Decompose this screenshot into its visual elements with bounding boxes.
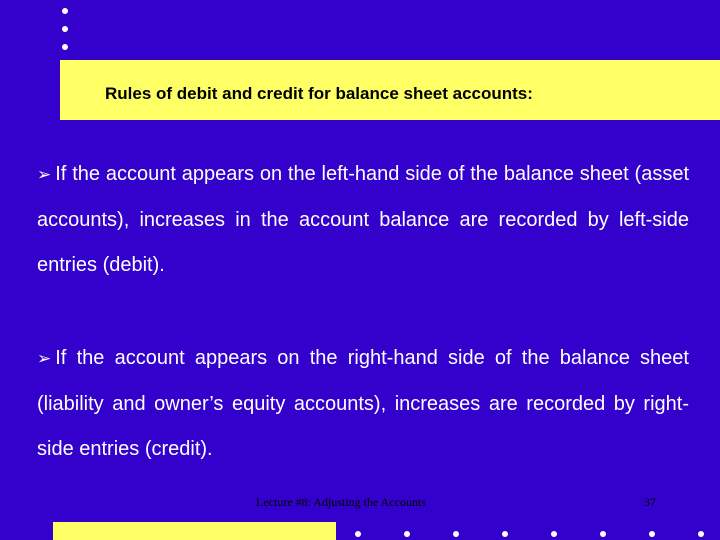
page-number: 37 <box>644 495 656 509</box>
decorative-dot <box>502 531 508 537</box>
bullet-text: If the account appears on the left-hand side of the balance sheet (asset accounts), increases in the account balance are recorded by left-side entries (debit). <box>37 163 689 276</box>
arrow-bullet-icon: ➢ <box>37 349 52 369</box>
arrow-bullet-icon: ➢ <box>37 165 52 185</box>
bullet-text: If the account appears on the right-hand side of the balance sheet (liability and owner’s equity accounts), increases are recorded by right-side entries (credit). <box>37 347 689 460</box>
decorative-dot <box>649 531 655 537</box>
decorative-dot <box>62 44 68 50</box>
bullet-point <box>37 336 689 472</box>
footer-text: Lecture #8: Adjusting the Accounts <box>256 495 426 509</box>
decorative-dot <box>453 531 459 537</box>
slide-title: Rules of debit and credit for balance sheet accounts: <box>105 84 533 103</box>
decorative-dot <box>600 531 606 537</box>
decorative-dot <box>62 26 68 32</box>
decorative-dot <box>355 531 361 537</box>
bullet-point <box>37 152 689 288</box>
decorative-dot <box>551 531 557 537</box>
decorative-dot <box>62 8 68 14</box>
decorative-dot <box>404 531 410 537</box>
decorative-dot <box>698 531 704 537</box>
bottom-band <box>53 522 336 540</box>
